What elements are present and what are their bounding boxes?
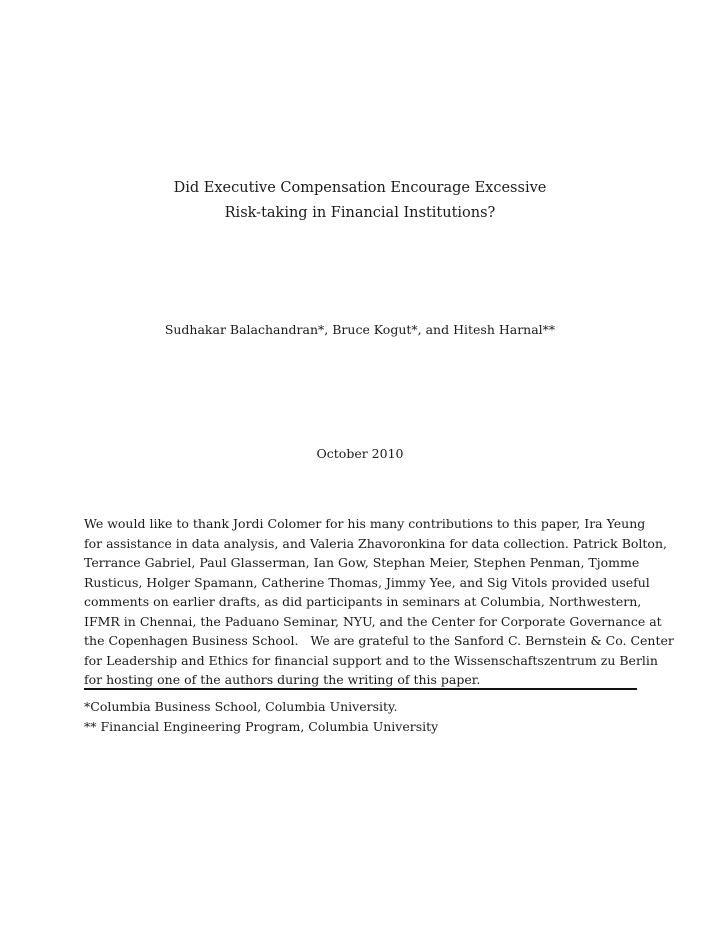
acknowledgement-line: IFMR in Chennai, the Paduano Seminar, NYU, and the Center for Corporate Governance at xyxy=(84,613,662,629)
affiliation-line: *Columbia Business School, Columbia University. xyxy=(84,699,398,714)
title-line-2: Risk-taking in Financial Institutions? xyxy=(224,205,496,221)
acknowledgement-line: comments on earlier drafts, as did participants in seminars at Columbia, Northwestern, xyxy=(84,594,642,609)
author-affiliations xyxy=(84,697,644,736)
acknowledgement-line: the Copenhagen Business School. We are grateful to the Sanford C. Bernstein & Co. Center xyxy=(84,633,674,648)
author-list: Sudhakar Balachandran*, Bruce Kogut*, and Hitesh Harnal** xyxy=(164,322,556,337)
acknowledgement-line: for hosting one of the authors during the writing of this paper. xyxy=(84,672,481,687)
acknowledgement-line: Terrance Gabriel, Paul Glasserman, Ian Gow, Stephan Meier, Stephen Penman, Tjomme xyxy=(84,555,640,570)
footnote-divider xyxy=(84,688,637,690)
acknowledgement-line: for assistance in data analysis, and Valeria Zhavoronkina for data collection. Patrick Bolton, xyxy=(84,535,667,551)
acknowledgement-line: for Leadership and Ethics for financial support and to the Wissenschaftszentrum zu Berlin xyxy=(84,652,658,668)
paper-title xyxy=(0,176,720,226)
acknowledgement-line: Rusticus, Holger Spamann, Catherine Thomas, Jimmy Yee, and Sig Vitols provided useful xyxy=(84,574,650,590)
acknowledgement-paragraph xyxy=(84,514,674,690)
acknowledgement-line: We would like to thank Jordi Colomer for his many contributions to this paper, Ira Yeung xyxy=(84,516,646,531)
affiliation-line: ** Financial Engineering Program, Columbia University xyxy=(84,718,439,734)
publication-date: October 2010 xyxy=(316,446,404,461)
title-line-1: Did Executive Compensation Encourage Excessive xyxy=(173,180,547,196)
